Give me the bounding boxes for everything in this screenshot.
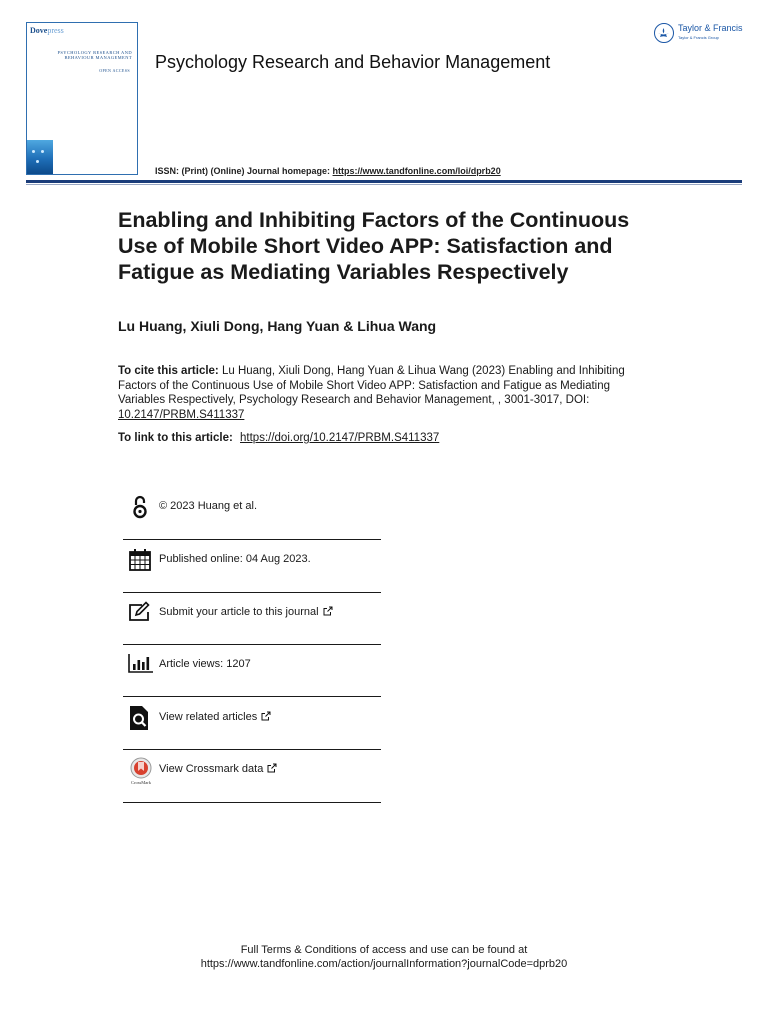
related-articles-text: View related articles bbox=[159, 711, 258, 723]
divider bbox=[123, 749, 381, 750]
bar-chart-icon bbox=[127, 652, 153, 678]
cite-text: Lu Huang, Xiuli Dong, Hang Yuan & Lihua Wang (2023) Enabling and Inhibiting Factors of the Continuous Use of Mobile Short Video APP: Satisfaction and Fatigue as Mediating Variables Respectively, Psychology Research and Behavior Management, , 3001-3017, DOI: bbox=[118, 365, 625, 406]
search-document-icon bbox=[127, 705, 153, 731]
article-views-row bbox=[123, 652, 381, 705]
related-articles-link[interactable] bbox=[123, 705, 381, 758]
crossmark-caption: CrossMark bbox=[131, 780, 151, 785]
journal-homepage-link[interactable]: https://www.tandfonline.com/loi/dprb20 bbox=[332, 166, 501, 176]
article-authors: Lu Huang, Xiuli Dong, Hang Yuan & Lihua Wang bbox=[118, 318, 437, 334]
article-title: Enabling and Inhibiting Factors of the Continuous Use of Mobile Short Video APP: Satisfaction and Fatigue as Mediating Variables Respectively bbox=[118, 208, 630, 284]
header-rule bbox=[26, 180, 742, 183]
copyright-text: © 2023 Huang et al. bbox=[159, 500, 258, 512]
cite-label: To cite this article: bbox=[118, 365, 219, 377]
tf-logo-icon bbox=[654, 23, 674, 43]
issn-line: ISSN: (Print) (Online) Journal homepage: https://www.tandfonline.com/loi/dprb20 bbox=[155, 166, 501, 176]
tf-logo-group: Taylor & Francis Group bbox=[678, 35, 719, 40]
divider bbox=[123, 592, 381, 593]
submit-article-link[interactable] bbox=[123, 600, 381, 653]
header-rule-thin bbox=[26, 184, 742, 185]
article-link-line bbox=[118, 432, 439, 444]
crossmark-text: View Crossmark data bbox=[159, 763, 264, 775]
cover-publisher: Dovepress bbox=[30, 26, 64, 35]
divider bbox=[123, 539, 381, 540]
tf-logo-name: Taylor & Francis bbox=[678, 23, 743, 33]
taylor-francis-logo[interactable] bbox=[654, 22, 744, 46]
submit-article-text: Submit your article to this journal bbox=[159, 606, 319, 618]
cover-journal-name: PSYCHOLOGY RESEARCH AND BEHAVIOUR MANAGEMENT bbox=[57, 50, 132, 60]
footer-line-1: Full Terms & Conditions of access and use can be found at bbox=[240, 944, 528, 956]
open-access-icon bbox=[127, 494, 153, 520]
published-text: Published online: 04 Aug 2023. bbox=[159, 553, 311, 565]
divider bbox=[123, 644, 381, 645]
divider bbox=[123, 696, 381, 697]
footer-terms bbox=[0, 943, 768, 971]
external-link-icon bbox=[267, 763, 277, 773]
cover-image bbox=[27, 140, 53, 174]
calendar-icon bbox=[127, 547, 153, 573]
journal-cover bbox=[26, 22, 138, 175]
external-link-icon bbox=[261, 711, 271, 721]
footer-terms-url[interactable]: https://www.tandfonline.com/action/journalInformation?journalCode=dprb20 bbox=[200, 958, 568, 970]
article-doi-url[interactable]: https://doi.org/10.2147/PRBM.S411337 bbox=[240, 432, 440, 444]
cover-open-access: OPEN ACCESS bbox=[99, 68, 130, 73]
divider bbox=[123, 802, 381, 803]
edit-icon bbox=[127, 600, 153, 626]
crossmark-icon bbox=[127, 757, 155, 789]
journal-title[interactable]: Psychology Research and Behavior Management bbox=[155, 52, 551, 72]
external-link-icon bbox=[323, 606, 333, 616]
article-views-text: Article views: 1207 bbox=[159, 658, 251, 670]
citation bbox=[118, 364, 646, 422]
link-label: To link to this article: bbox=[118, 432, 233, 444]
doi-link[interactable]: 10.2147/PRBM.S411337 bbox=[118, 408, 245, 421]
